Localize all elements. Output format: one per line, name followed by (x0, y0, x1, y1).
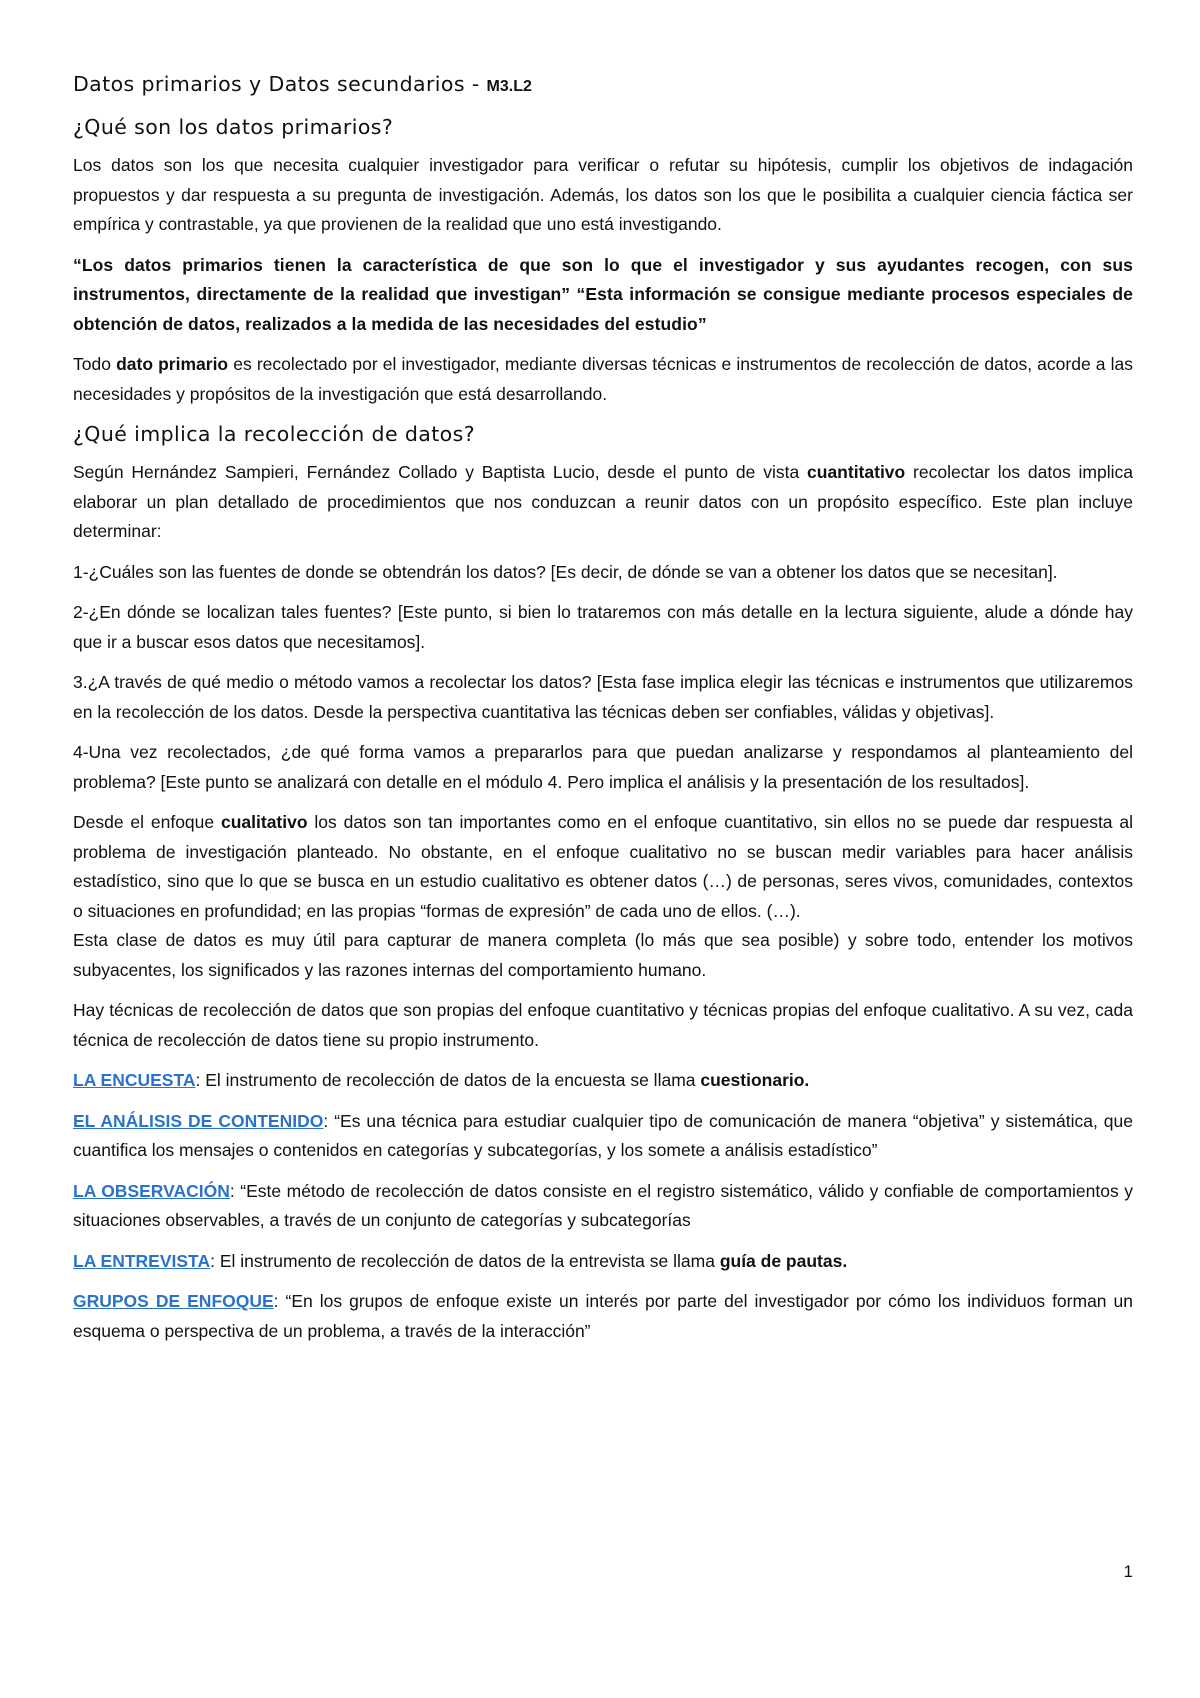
page-number: 1 (1123, 1562, 1133, 1581)
paragraph-clase-datos: Esta clase de datos es muy útil para capturar de manera completa (lo más que sea posible) y sobre todo, entender los motivos subyacentes, los significados y las razones internas del comportamiento humano. (73, 930, 1133, 980)
link-analisis-contenido[interactable]: EL ANÁLISIS DE CONTENIDO (73, 1110, 324, 1131)
technique-entrevista: LA ENTREVISTA: El instrumento de recolección de datos de la entrevista se llama guía de pautas. (73, 1250, 848, 1271)
paragraph-quote: “Los datos primarios tienen la característica de que son lo que el investigador y sus ayudantes recogen, con sus instrumentos, directamente de la realidad que investigan” “Esta información se consigue mediante procesos especiales de obtención de datos, realizados a la medida de las necesidades del estudio” (73, 254, 1133, 334)
paragraph-dato-primario: Todo dato primario es recolectado por el investigador, mediante diversas técnicas e instrumentos de recolección de datos, acorde a las necesidades y propósitos de la investigación que está desarrollando. (73, 354, 1134, 404)
heading-datos-primarios: ¿Qué son los datos primarios? (73, 115, 394, 139)
lesson-code: M3.L2 (486, 78, 532, 95)
paragraph-sampieri: Según Hernández Sampieri, Fernández Collado y Baptista Lucio, desde el punto de vista cuantitativo recolectar los datos implica elaborar un plan detallado de procedimientos que nos conduzcan a reunir datos con un propósito específico. Este plan incluye determinar: (73, 462, 1133, 541)
list-item-3: 3.¿A través de qué medio o método vamos a recolectar los datos? [Esta fase implica elegir las técnicas e instrumentos que utilizaremos en la recolección de los datos. Desde la perspectiva cuantitativa las técnicas deben ser confiables, válidas y objetivas]. (73, 672, 1133, 722)
technique-grupos-enfoque: GRUPOS DE ENFOQUE: “En los grupos de enfoque existe un interés por parte del investigador por cómo los individuos forman un esquema o perspectiva de un problema, a través de la interacción” (73, 1291, 1133, 1341)
list-item-4: 4-Una vez recolectados, ¿de qué forma vamos a prepararlos para que puedan analizarse y respondamos al planteamiento del problema? [Este punto se analizará con detalle en el módulo 4. Pero implica el análisis y la presentación de los resultados]. (73, 742, 1133, 792)
document-page (73, 70, 1133, 1357)
technique-observacion: LA OBSERVACIÓN: “Este método de recolección de datos consiste en el registro sistemático, válido y confiable de comportamientos y situaciones observables, a través de un conjunto de categorías y subcategorías (73, 1180, 1133, 1230)
link-la-encuesta[interactable]: LA ENCUESTA (73, 1070, 196, 1090)
bold-cualitativo: cualitativo (220, 812, 308, 832)
paragraph-cualitativo: Desde el enfoque cualitativo los datos son tan importantes como en el enfoque cuantitativo, sin ellos no se puede dar respuesta al problema de investigación planteado. No obstante, en el enfoque cualitativo no se buscan medir variables para hacer análisis estadístico, sino que lo que se busca en un estudio cualitativo es obtener datos (…) de personas, seres vivos, comunidades, contextos o situaciones en profundidad; en las propias “formas de expresión” de cada uno de ellos. (…). (73, 812, 1134, 921)
paragraph-intro: Los datos son los que necesita cualquier investigador para verificar o refutar su hipótesis, cumplir los objetivos de indagación propuestos y dar respuesta a su pregunta de investigación. Además, los datos son los que le posibilita a cualquier ciencia fáctica ser empírica y contrastable, ya que provienen de la realidad que uno está investigando. (73, 155, 1133, 234)
document-title (73, 70, 1133, 101)
paragraph-tecnicas: Hay técnicas de recolección de datos que son propias del enfoque cuantitativo y técnicas propias del enfoque cualitativo. A su vez, cada técnica de recolección de datos tiene su propio instrumento. (73, 1000, 1133, 1050)
title-text: Datos primarios y Datos secundarios - (73, 72, 487, 96)
technique-analisis-contenido: EL ANÁLISIS DE CONTENIDO: “Es una técnica para estudiar cualquier tipo de comunicación de manera “objetiva” y sistemática, que cuantifica los mensajes o contenidos en categorías y subcategorías, y los somete a análisis estadístico” (73, 1110, 1133, 1160)
list-item-1: 1-¿Cuáles son las fuentes de donde se obtendrán los datos? [Es decir, de dónde se van a obtener los datos que se necesitan]. (73, 561, 1058, 582)
heading-recoleccion: ¿Qué implica la recolección de datos? (73, 422, 475, 446)
link-la-entrevista[interactable]: LA ENTREVISTA (73, 1250, 211, 1271)
bold-cuantitativo: cuantitativo (807, 462, 906, 482)
bold-dato-primario: dato primario (116, 354, 229, 374)
link-grupos-de-enfoque[interactable]: GRUPOS DE ENFOQUE (73, 1291, 274, 1311)
list-item-2: 2-¿En dónde se localizan tales fuentes? [Este punto, si bien lo trataremos con más detalle en la lectura siguiente, alude a dónde hay que ir a buscar esos datos que necesitamos]. (73, 602, 1133, 652)
link-la-observacion[interactable]: LA OBSERVACIÓN (73, 1180, 230, 1201)
technique-encuesta: LA ENCUESTA: El instrumento de recolección de datos de la encuesta se llama cuestionario. (73, 1070, 810, 1090)
